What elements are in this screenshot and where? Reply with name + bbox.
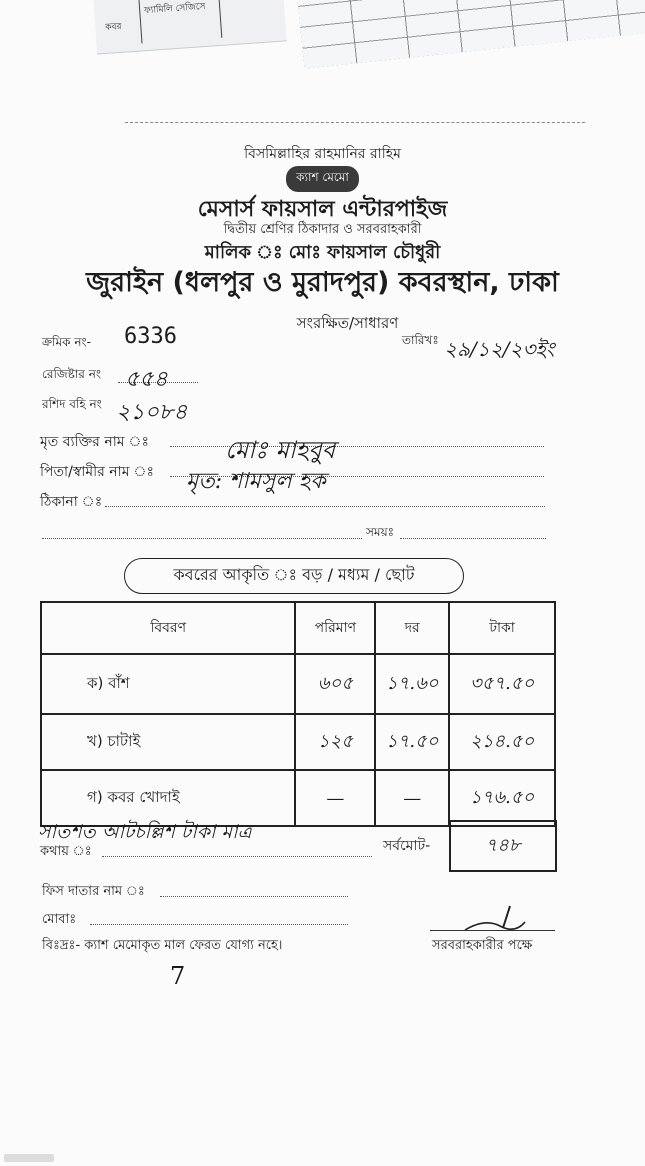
- register-value: ৫৫৪: [125, 367, 168, 392]
- items-table: [40, 601, 556, 827]
- father-husband-name: মৃত: শামসুল হক: [186, 469, 326, 494]
- receipt-book-value: ২১০৮৪: [116, 400, 188, 425]
- dotted-line: [160, 896, 348, 897]
- serial-number: 6336: [124, 324, 177, 349]
- dotted-line: [90, 924, 348, 925]
- item-rate: ১৭.৬০: [375, 654, 449, 714]
- item-rate: —: [375, 770, 449, 826]
- torn-grid-scrap-right: [297, 0, 645, 69]
- cash-memo-badge: ক্যাশ মেমো: [286, 166, 359, 192]
- signature-mark: [455, 898, 535, 938]
- address-label: ঠিকানা ঃ: [40, 494, 103, 510]
- watermark-logo: [4, 1154, 54, 1162]
- amount-in-words: সাতশত আটচল্লিশ টাকা মাত্র: [38, 821, 252, 843]
- handwritten-mark: 7: [170, 962, 186, 990]
- deceased-label: মৃত ব্যক্তির নাম ঃ: [40, 434, 149, 450]
- category-text: সংরক্ষিত/সাধারণ: [296, 314, 399, 332]
- date-label: তারিখঃ: [402, 333, 439, 347]
- item-rate: ১৭.৫০: [375, 714, 449, 770]
- item-amount: ১৭৬.৫০: [449, 770, 555, 826]
- item-description: খ) চাটাই: [41, 714, 295, 770]
- item-quantity: ১২৫: [295, 714, 375, 770]
- serial-label: ক্রমিক নং-: [42, 335, 91, 349]
- dotted-line: [42, 538, 362, 539]
- scrap-divider: [138, 0, 142, 43]
- firm-description: দ্বিতীয় শ্রেণির ঠিকাদার ও সরবরাহকারী: [223, 222, 422, 237]
- date-value: ২৯/১২/২৩ইং: [444, 337, 555, 361]
- register-label: রেজিষ্টার নং: [42, 367, 102, 381]
- deceased-name: মোঃ মাহবুব: [225, 436, 336, 464]
- grave-size-oval: কবরের আকৃতি ঃ বড় / মধ্যম / ছোট: [124, 558, 464, 594]
- scrap-divider: [218, 0, 222, 38]
- dotted-line: [102, 856, 372, 857]
- total-amount: ৭৪৮: [449, 820, 557, 872]
- receipt-book-label: রশিদ বহি নং: [42, 397, 102, 411]
- father-husband-label: পিতা/স্বামীর নাম ঃ: [40, 464, 154, 480]
- item-description: গ) কবর খোদাই: [41, 770, 295, 826]
- dotted-line: [105, 506, 545, 507]
- dotted-line: [400, 538, 546, 539]
- item-quantity: ৬০৫: [295, 654, 375, 714]
- in-words-label: কথায় ঃ: [40, 844, 92, 859]
- owner-name: মালিক ঃ মোঃ ফায়সাল চৌধুরী: [204, 242, 441, 263]
- item-amount: ৩৫৭.৫০: [449, 654, 555, 714]
- memo-badge-wrap: [0, 166, 645, 192]
- torn-form-scrap-left: [93, 0, 286, 55]
- scrap-cell-text: ফ্যামিলি সেজিসে: [143, 1, 206, 17]
- signature-line: [430, 930, 555, 931]
- column-header: টাকা: [449, 602, 555, 654]
- total-label: সর্বমোট-: [383, 838, 431, 854]
- supplier-signature-label: সরবরাহকারীর পক্ষে: [432, 938, 533, 953]
- item-amount: ২১৪.৫০: [449, 714, 555, 770]
- mobile-label: মোবাঃ: [42, 912, 77, 927]
- item-quantity: —: [295, 770, 375, 826]
- column-header: পরিমাণ: [295, 602, 375, 654]
- column-header: দর: [375, 602, 449, 654]
- time-label: সময়ঃ: [366, 525, 395, 539]
- table-row: [41, 714, 555, 770]
- firm-name: মেসার্স ফায়সাল এন্টারপাইজ: [197, 197, 448, 222]
- bismillah-text: বিসমিল্লাহির রাহমানির রাহিম: [244, 146, 401, 162]
- note-text: বিঃদ্রঃ- ক্যাশ মেমোকৃত মাল ফেরত যোগ্য নহে।: [42, 938, 283, 953]
- location-title: জুরাইন (ধলপুর ও মুরাদপুর) কবরস্থান, ঢাকা: [86, 267, 559, 298]
- dashed-separator: [125, 122, 585, 123]
- table-header-row: [41, 602, 555, 654]
- item-description: ক) বাঁশ: [41, 654, 295, 714]
- scrap-cell-text: কবর: [104, 21, 122, 33]
- table-row: [41, 654, 555, 714]
- column-header: বিবরণ: [41, 602, 295, 654]
- fee-payer-label: ফিস দাতার নাম ঃ: [42, 884, 145, 899]
